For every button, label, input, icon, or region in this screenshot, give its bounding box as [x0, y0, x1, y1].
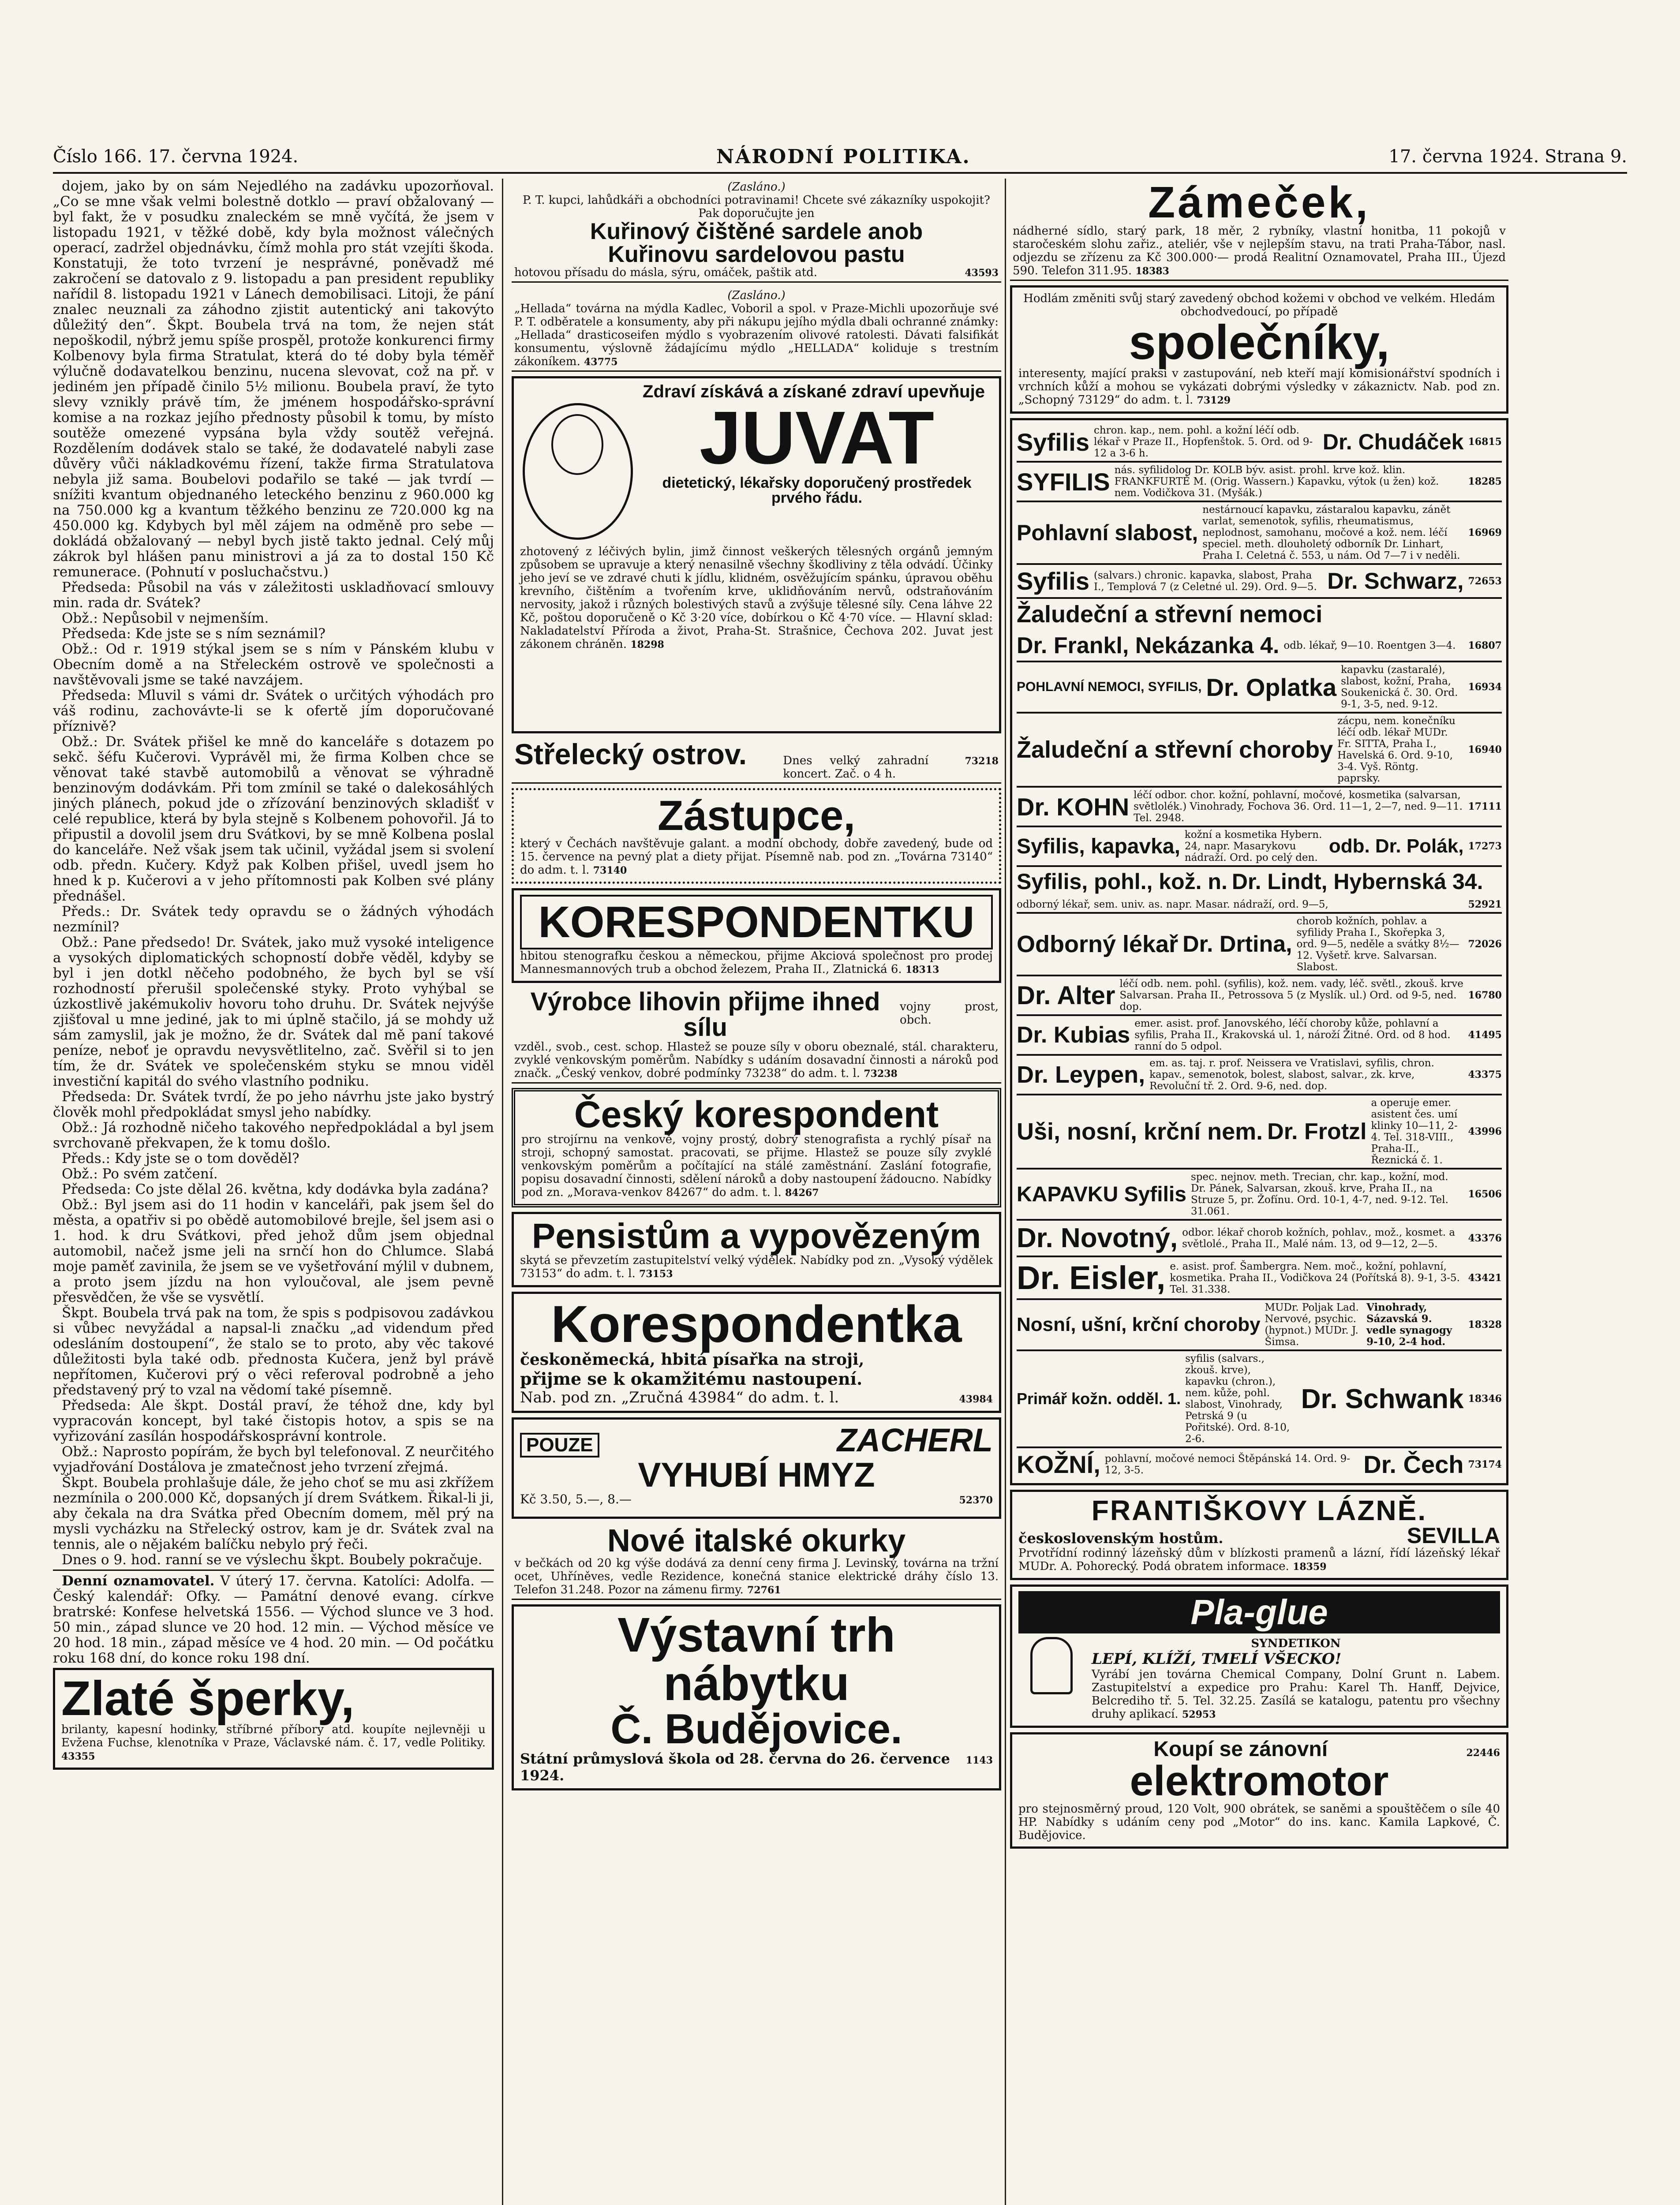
doctor-ad-text: e. asist. prof. Šambergra. Nem. moč., kožní, pohlavní, kosmetika. Praha II., Vodičkova 24 (Pořítská 8). 9-1, 3-5. Tel. 31.338. — [1170, 1260, 1460, 1295]
doctor-ad — [1017, 1257, 1502, 1300]
ad-text: přijme se k okamžitému nastoupení. — [520, 1369, 863, 1389]
paragraph: dojem, jako by on sám Nejedlého na zadávku upozorňoval. „Co se mne však velmi bolestně dotklo — praví obžalovaný — byl fakt, že v posudku znaleckém se mně vyčítá, že jsem v listopadu 1921, v těžké době, kdy byla možnost válečných operací, zadržel objednávku, čímž mohla pro stát vzejíti škoda. Konstatuji, že toto tvrzení je nesprávné, poněvadž mé zakročení se datovalo z 9. listopadu a pan president republiky nařídil 8. listopadu 1921 v Lánech demobilisaci. Litoji, že pání znalec neuznali za záhodno zjistit autentický ani takovýto důležitý den“. Škpt. Boubela trvá na tom, že nejen stát nepoškodil, nýbrž jemu spíše prospěl, protože konkurenci firmy Kolbenovy byla firma Stratulat, která do té doby byla téměř výlučně dodavatelkou benzinu, nucena slevovat, což na př. v jediném jen případě činilo 5½ milionu. Boubela praví, že tyto slevy vznikly právě tím, že jménem hospodářsko-správní komise a na rozkaz jejího přednosty působil k tomu, by místo soutěže omezené vypsána byla vždy soutěž veřejná. Rozdělením dodávek stalo se také, že dodavatelé nabyli zase důvěry vůči nákladkovému řízení, takže firma Stratulatova nebyla již sama. Boubelovi podařilo se také — jak tvrdí — snížiti kvantum objednaného leteckého benzinu z 960.000 kg na 750.000 kg a kvantum těžkého benzinu ze 720.000 kg na 450.000 kg. Kdybych byl měl zájem na odměně pro sebe — dokládá obžalovaný — nebyl bych jistě takto jednal. Celý můj zákrok byl hlášen panu ministrovi a já za to dostal 150 Kč remunerace. (Pohnutí v posluchačstvu.) — [53, 179, 494, 580]
ad-code: 43996 — [1468, 1126, 1502, 1137]
ad-code: 43421 — [1468, 1272, 1502, 1284]
ad-title: Č. Budějovice. — [610, 1705, 902, 1753]
ad-title: JUVAT — [699, 396, 935, 480]
doctor-ad-text: léčí odbor. chor. kožní, pohlavní, močové, kosmetika (salvarsan, světlolék.) Vinohrady, Fochova 36. Ord. 11—1, 2—7, ned. 9—11. Tel. 2948. — [1134, 789, 1463, 824]
doctor-name: Dr. Frotzl — [1267, 1119, 1367, 1144]
doctor-ad-text: syfilis (salvars., zkouš. krve), kapavku (chron.), nem. kůže, pohl. slabost, Vinohrady, Petrská 9 (u Pořitské). Ord. 8-10, 2-6. — [1185, 1353, 1290, 1445]
doctor-ad — [1017, 1351, 1502, 1448]
paragraph: Předseda: Působil na vás v záležitosti uskladňovací smlouvy min. rada dr. Svátek? — [53, 579, 494, 611]
ad-text: který v Čechách navštěvuje galant. a modní obchody, dobře zavedený, bude od 15. července na pevný plat a diety přijat. Písemně nab. pod zn. „Továrna 73140“ do adm. t. l. — [520, 837, 993, 877]
doctor-ad — [1017, 867, 1502, 914]
paragraph: Obž.: Pane předsedo! Dr. Svátek, jako muž vysoké inteligence a vysokých diplomatických schopností dobře věděl, kdyby se byl i jen dotkl něčeho podobného, že bych byl se vší rozhodností přerušil společenské styky. Proto vyhýbal se úzkostlivě jakémukoliv hovoru toho druhu. Dr. Svátek nejvýše zjišťoval u mne jediné, jak to mi úplně stačilo, já se mohdy už sám zamyslil, jak je možno, že dr. Svátek dal mě paní takové peníze, neboť je opravdu nevysvětlitelno, zač. Svěřil si to jen tím, že dr. Svátek ve společenském styku se mnou viděl investiční kapitál do svého vlastního podniku. — [53, 934, 494, 1089]
ad-sub: československým hostům. — [1018, 1530, 1224, 1547]
column-ads-middle — [512, 179, 1001, 2205]
doctor-name: Dr. Oplatka — [1206, 673, 1337, 701]
ad-code: 43593 — [965, 267, 999, 279]
ad-code: 16506 — [1468, 1188, 1502, 1200]
ad-vystavni-trh — [512, 1604, 1001, 1790]
doctor-ad-title: Odborný lékař — [1017, 931, 1179, 957]
ad-headline: Kuřinovu sardelovou pastu — [608, 242, 905, 267]
ad-text: P. T. kupci, lahůdkáři a obchodníci potravinami! Chcete své zákazníky uspokojit? Pak doporučujte jen — [523, 194, 990, 220]
calendar-heading: Denní oznamovatel. — [62, 1573, 215, 1589]
ad-code: 41495 — [1468, 1029, 1502, 1041]
ad-text: hotovou přísadu do másla, sýru, omáček, paštik atd. — [514, 266, 818, 279]
ad-code: 73174 — [1468, 1458, 1502, 1470]
ad-text: nádherné sídlo, starý park, 18 měr, 2 rybníky, vlastní honitba, 11 pokojů v staročeském slohu zařiz., ateliér, vše v nejlepším stavu, na trati Praha-Tábor, nasl. odjezdu se zřízenu za Kč 300.000·— prodá Realitní Oznamovatel, Praha III., Újezd 590. Telefon 311.95. — [1013, 224, 1506, 277]
ad-code: 16940 — [1468, 744, 1502, 755]
doctor-name: Dr. Chudáček — [1322, 430, 1464, 454]
ad-frantiskovy-lazne — [1010, 1490, 1508, 1580]
ad-code: 17111 — [1468, 801, 1502, 812]
ad-code: 16969 — [1468, 527, 1502, 538]
doctor-ad — [1017, 976, 1502, 1016]
doctor-ad-text: zácpu, nem. konečníku léčí odb. lékař MUDr. Fr. SITTA, Praha I., Havelská 6. Ord. 9-10, 3-4. Vyš. Röntg. paprsky. — [1337, 715, 1456, 784]
woman-portrait-icon — [523, 403, 633, 540]
doctor-name: Dr. Čech — [1363, 1450, 1464, 1478]
paragraph: Předseda: Dr. Svátek tvrdí, že po jeho návrhu jste jako bystrý člověk mohl předpokládat smysl jeho nabídky. — [53, 1089, 494, 1120]
doctor-ad-text: emer. asist. prof. Janovského, léčí choroby kůže, pohlavní a syfilis, Praha II., Krakovská ul. 1, nároží Žitné. Ord. od 8 hod. ranní do 5 odpol. — [1134, 1018, 1451, 1052]
ad-title: Český korespondent — [574, 1094, 939, 1135]
ad-korespondentku — [512, 888, 1001, 983]
ad-zamecek — [1010, 179, 1508, 281]
ad-title: Zástupce, — [657, 792, 856, 839]
ad-code: 43984 — [959, 1394, 993, 1405]
doctor-ad-title: Uši, nosní, krční nem. — [1017, 1118, 1263, 1145]
ad-text: pro stejnosměrný proud, 120 Volt, 900 obrátek, se saněmi a spouštěčem o síle 40 HP. Nabídky s udáním ceny pod „Motor“ do ins. kanc. Kamila Lapkové, Č. Budějovice. — [1018, 1802, 1500, 1842]
ad-code: 16815 — [1468, 436, 1502, 448]
ad-code: 16780 — [1468, 990, 1502, 1001]
doctor-ad-title: Primář kožn. odděl. 1. — [1017, 1390, 1181, 1408]
doctor-ad-text: kapavku (zastaralé), slabost, kožní, Praha, Soukenická č. 30. Ord. 9-1, 3-5, ned. 9-12. — [1341, 664, 1458, 710]
ad-title: Střelecký ostrov. — [514, 738, 747, 770]
doctor-ad-text: kožní a kosmetika Hybern. 24, napr. Masarykovu nádraží. Ord. po celý den. — [1184, 829, 1322, 863]
ad-code: 72761 — [747, 1585, 781, 1596]
doctor-ad-text: odbor. lékař chorob kožních, pohlav., mož., kosmet. a světlolé., Praha II., Malé nám. 13, od 9—12, 2—5. — [1182, 1226, 1456, 1250]
ad-code: 18346 — [1468, 1393, 1502, 1405]
ad-text: hbitou stenografku českou a německou, přijme Akciová společnost pro prodej Mannesmannových trub a obchod železem, Praha II., Zlatnická 6. — [520, 949, 993, 976]
ad-code: 1143 — [965, 1755, 993, 1766]
doctor-ad-title: Syfilis — [1017, 428, 1089, 456]
page-header — [53, 141, 1627, 174]
ad-title: Zámeček, — [1148, 179, 1370, 227]
doctor-ad-text: chorob kožních, pohlav. a syfilidy Praha I., Skořepka 3, ord. 9—5, neděle a svátky 8½—12. Vyšetř. krve. Salvarsan. Slabost. — [1296, 916, 1459, 973]
ad-code: 73238 — [864, 1068, 898, 1080]
ad-juvat — [512, 376, 1001, 733]
ad-title: Korespondentka — [551, 1295, 962, 1353]
ad-text: interesenty, mající praksi v zastupování, neb kteří mají komisionářství spodních i vrchních kůží a mohou se vykázati dobrými výsledky v zákaznictv. Nab. pod zn. „Schopný 73129“ do adm. t. l. — [1018, 367, 1500, 407]
ad-code: 73153 — [639, 1268, 673, 1280]
ad-title: Výrobce lihovin přijme ihned sílu — [530, 987, 880, 1042]
ad-code: 22446 — [1466, 1747, 1500, 1759]
doctor-ad-title: Dr. Kubias — [1017, 1022, 1130, 1048]
ad-code: 18383 — [1135, 265, 1169, 277]
doctor-ad-text: a operuje emer. asistent čes. umí klinky 10—11, 2-4. Tel. 318-VIII., Praha-II., Řeznická č. 1. — [1371, 1097, 1458, 1166]
paragraph: Škpt. Boubela prohlašuje dále, že jeho choť se mu asi zkřížem nezmínila o 200.000 Kč, dopsaných jí drem Svátkem. Řikal-li ji, aby čekala na dra Svátka před Obecním domem, měl prý na mysli vycházku na Střelecký ostrov, kam je dr. Svátek zval na tennis, ale o nějakém balíčku nebylo prý řeči. — [53, 1475, 494, 1552]
ad-top: Koupí se zánovní — [1153, 1738, 1328, 1761]
column-ads-right — [1010, 179, 1508, 2205]
column-rule — [1005, 179, 1006, 2205]
ad-hellada — [512, 287, 1001, 372]
paragraph: Předs.: Dr. Svátek tedy opravdu se o žádných výhodách nezmínil? — [53, 904, 494, 935]
ad-pouze: POUZE — [520, 1433, 599, 1458]
doctor-ads-block — [1010, 418, 1508, 1485]
ad-korespondentka — [512, 1292, 1001, 1413]
ad-label: (Zasláno.) — [727, 180, 786, 194]
ad-label: (Zasláno.) — [727, 289, 786, 302]
ad-code: 72026 — [1468, 938, 1502, 950]
ad-code: 73129 — [1197, 395, 1231, 406]
doctor-ad-title: Dr. Alter — [1017, 981, 1115, 1010]
ad-code: 52370 — [959, 1495, 993, 1506]
ad-code: 43375 — [1468, 1069, 1502, 1080]
doctor-ad — [1017, 423, 1502, 463]
ad-text: Nab. pod zn. „Zručná 43984“ do adm. t. l. — [520, 1389, 839, 1406]
doctor-ad-text: em. as. taj. r. prof. Neissera ve Vratislavi, syfilis, chron. kapav., semenotok, bolest, slabost, salvar., zk. krve, Revoluční tř. 2. Ord. 9-6, ned. dop. — [1149, 1058, 1434, 1092]
calendar-text: V úterý 17. června. Katolíci: Adolfa. — Český kalendář: Ofky. — Památní denové evang. církve bratrské: Konfese helvetská 1556. — Východ slunce ve 3 hod. 50 min., západ slunce ve 20 hod. 12 min. — Východ měsíce ve 20 hod. 18 min., západ měsíce ve 4 hod. 20 min. — Od počátku roku 168 dní, do konce roku 198 dní. — [53, 1573, 494, 1666]
ad-brand: ZACHERL — [837, 1422, 993, 1458]
ad-price: Kč 3.50, 5.—, 8.— — [520, 1492, 632, 1506]
ad-text: pro strojírnu na venkově, vojny prostý, dobrý stenografista a rychlý písař na stroji, schopný samostat. pracovati, se přijme. Hlastež se pouze síly zvyklé venkovským poměrům a počítající na stálé zaměstnání. Zaslání fotografie, popisu dosavadní činnosti, sdělení nároků a doby nastoupení žádoucno. Nabídky pod zn. „Morava-venkov 84267“ do adm. t. l. — [521, 1133, 992, 1199]
paragraph: Předseda: Mluvil s vámi dr. Svátek o určitých výhodách pro váš rodinu, zachovávte-li se k ofertě jím doporučované příznivě? — [53, 688, 494, 734]
doctor-ad-title: Nosní, ušní, krční choroby — [1017, 1314, 1261, 1335]
doctor-ad-text: chron. kap., nem. pohl. a kožní léčí odb. lékař v Praze II., Hopfenštok. 5. Ord. od 9-12 a 3-6 h. — [1093, 425, 1313, 459]
issue-info: Číslo 166. 17. června 1924. — [53, 146, 299, 167]
ad-pla-glue — [1010, 1585, 1508, 1728]
doctor-ad — [1017, 599, 1502, 662]
paragraph: Obž.: Od r. 1919 stýkal jsem se s ním v Pánském klubu v Obecním domě a na Střeleckém ostrově ve společnosti a navštěvovali jsme se také navzájem. — [53, 641, 494, 688]
doctor-ad-title: SYFILIS — [1017, 467, 1110, 496]
ad-title: Zlaté šperky, — [61, 1671, 355, 1726]
ad-text: zhotovený z léčivých bylin, jimž činnost veškerých tělesných orgánů jemným způsobem se upravuje a který nenasilně všechny škodliviny z těla odvádí. Účinky jeho jeví se ve zdravé chuti k jídlu, klidném, osvěžujícím spánku, úpravou oběhu krevního, čištěním a tvořením krve, uklidňováním nervů, odstraňováním nervosity, jakož i různých bolestivých stavů a zvýšuje tělesné síly. Cena láhve 22 Kč, poštou doporučeně o Kč 3·20 více, dobírkou o Kč 4·70 více. — Hlavní sklad: Nakladatelství Příroda a život, Praha-St. Strašnice, Čechova 202. Juvat jest zákonem chráněn. — [520, 545, 993, 651]
doctor-ad-title: Syfilis — [1017, 567, 1089, 595]
column-rule — [502, 179, 503, 2205]
paragraph: Předseda: Co jste dělal 26. května, kdy dodávka byla zadána? — [62, 1181, 489, 1197]
doctor-ad-text: léčí odb. nem. pohl. (syfilis), kož. nem. vady, léč. světl., zkouš. krve Salvarsan. Praha II., Petrossova 5 (z Myslík. ul.) Ord. od 9-5, ned. dop. — [1119, 978, 1463, 1013]
ad-zlate-sperky — [53, 1668, 494, 1770]
doctor-ad-text: (salvars.) chronic. kapavka, slabost, Praha I., Templová 7 (z Celetné ul. 29). Ord. 9—5. — [1093, 569, 1317, 593]
doctor-ad-title: Pohlavní slabost, — [1017, 520, 1198, 545]
ad-code: 84267 — [785, 1187, 819, 1199]
doctor-ad-title: Dr. KOHN — [1017, 792, 1130, 821]
page-info: 17. června 1924. Strana 9. — [1388, 146, 1627, 167]
doctor-ad-title: KOŽNÍ, — [1017, 1450, 1100, 1478]
ad-code: 16934 — [1468, 681, 1502, 693]
ad-title: elektromotor — [1130, 1757, 1389, 1805]
ad-code: 52953 — [1182, 1709, 1216, 1720]
paragraph: Obž.: Naprosto popírám, že bych byl telefonoval. Z neurčitého vyjadřování Dostálova je zmatečnost jeho tvrzení zřejmá. — [53, 1444, 494, 1475]
ad-text: Vyrábí jen továrna Chemical Company, Dolní Grunt n. Labem. Zastupitelství a expedice pro Prahu: Karel Th. Hanff, Dejvice, Belcrediho tř. 5. Tel. 32.25. Zasílá se katalogu, patentu pro všechny druhy aplikací. — [1092, 1668, 1500, 1721]
doctor-ad-text: pohlavní, močové nemoci Štěpánská 14. Ord. 9-12, 3-5. — [1104, 1453, 1351, 1476]
doctor-ad-text: nestárnoucí kapavku, zástaralou kapavku, zánět varlat, semenotok, syfilis, rheumatismus, neplodnost, samohanu, močové a kož. nem. léčí speciel. meth. dlouholetý odborník Dr. Linhart, Praha I. Celetná č. 553, u nám. Od 7—7 i v neděli. — [1202, 504, 1460, 561]
ad-zacherl — [512, 1417, 1001, 1519]
doctor-name: Dr. Schwank — [1301, 1383, 1464, 1414]
ad-title: KORESPONDENTKU — [520, 895, 993, 949]
ad-slogan: LEPÍ, KLÍŽÍ, TMELÍ VŠECKO! — [1092, 1650, 1342, 1668]
ad-text: Dnes velký zahradní koncert. Zač. o 4 h. — [783, 754, 929, 781]
doctor-ad — [1017, 662, 1502, 714]
doctor-name: odb. Dr. Polák, — [1328, 835, 1464, 857]
ad-code: 17273 — [1468, 841, 1502, 852]
doctor-name: Dr. Frankl, Nekázanka 4. — [1017, 633, 1280, 658]
ad-zastupce — [512, 788, 1001, 884]
ad-code: 43376 — [1468, 1232, 1502, 1244]
ad-pensistum — [512, 1212, 1001, 1287]
ad-title: nábytku — [663, 1656, 849, 1711]
doctor-ad-title: Dr. Leypen, — [1017, 1061, 1145, 1088]
ad-sub: SYNDETIKON — [1251, 1637, 1341, 1650]
ad-code: 18313 — [905, 964, 939, 975]
doctor-ad — [1017, 1221, 1502, 1257]
glue-pot-icon — [1030, 1637, 1073, 1694]
doctor-ad — [1017, 1095, 1502, 1170]
doctor-ad-text: odb. lékař, 9—10. Roentgen 3—4. — [1283, 640, 1456, 651]
ad-okurky — [512, 1523, 1001, 1600]
doctor-ad — [1017, 463, 1502, 502]
doctor-name: Dr. Lindt, Hybernská 34. — [1231, 869, 1483, 894]
masthead: NÁRODNÍ POLITIKA. — [716, 145, 971, 168]
ad-code: 72653 — [1468, 575, 1502, 587]
doctor-address: Vinohrady, Sázavská 9. vedle synagogy 9-10, 2-4 hod. — [1366, 1301, 1452, 1348]
doctor-ad — [1017, 914, 1502, 976]
doctor-ad-title: POHLAVNÍ NEMOCI, SYFILIS, — [1017, 680, 1202, 694]
ad-vyrobce — [512, 987, 1001, 1084]
paragraph: Obž.: Dr. Svátek přišel ke mně do kanceláře s dotazem po sekč. šéfu Kučerovi. Vyprávěl mi, že firma Kolben chce se věnovat také stavbě automobilů a věnovat se výhradně benzinovým dodávkám. Při tom zmínil se také o dalekosáhlých jiných plánech, pokud jde o zřízování benzinových skladišť v celé republice, která by byla stejně s Kolbenem pohovořil. Já to připustil a dovolil jsem dru Svátkovi, by se mně Kolbena poslal do kanceláře. Než však jsem tak učinil, vyžádal jsem si svolení odb. předn. Kučery. Když pak Kolben přišel, uvedl jsem ho hned k p. Kučerovi a v jeho přítomnosti pak Kolben své plány přednášel. — [53, 734, 494, 904]
paragraph: Dnes o 9. hod. ranní se ve výslechu škpt. Boubely pokračuje. — [62, 1552, 483, 1568]
ad-title: Výstavní trh — [617, 1608, 895, 1662]
ad-title: Nové italské okurky — [607, 1523, 906, 1558]
ad-text: „Hellada“ továrna na mýdla Kadlec, Voboril a spol. v Praze-Michli upozorňuje své P. T. odběratele a konsumenty, aby při nákupu jejího mýdla dbali ochranné známky: „Hellada“ drasticoseifen mýdlo s vyobrazením olivové ratolesti. Dávati falsifikát konsumentu, výslovně žádajícímu mýdlo „HELLADA“ koliduje s trestním zákoníkem. — [514, 302, 999, 368]
ad-code: 18298 — [630, 639, 664, 650]
ad-text: českoněmecká, hbitá písařka na stroji, — [520, 1350, 864, 1369]
ad-text: Státní průmyslová škola od 28. června do 26. července 1924. — [520, 1750, 950, 1784]
doctor-name: Dr. Schwarz, — [1327, 568, 1464, 594]
ad-code: 43355 — [61, 1751, 95, 1762]
doctor-ad — [1017, 1300, 1502, 1351]
doctor-ad — [1017, 1448, 1502, 1480]
ad-title: Pensistům a vypovězeným — [531, 1216, 981, 1256]
paragraph: Obž.: Byl jsem asi do 11 hodin v kanceláři, pak jsem šel do města, a opatřiv si po obědě automobilové brejle, šel jsem asi o 1. hod. k dru Svátkovi, před jehož dům jsem objednal automobil, načež jsme jeli na srnčí hon do Chlumce. Slabá moje paměť zavinila, že jsem se ve vyšetřování mýlil v dubnem, a proto jsem jízdu na hon vyloučoval, ale jsem pevně přesvědčen, že vše se vysvětlí. — [53, 1197, 494, 1305]
doctor-ad-title: Syfilis, kapavka, — [1017, 834, 1180, 858]
ad-spolecniky — [1010, 285, 1508, 414]
ad-text: skytá se převzetím zastupitelství velký výdělek. Nabídky pod zn. „Vysoký výdělek 73153“ do adm. t. l. — [520, 1254, 993, 1280]
ad-text: brilanty, kapesní hodinky, stříbrné příbory atd. koupíte nejlevněji u Evžena Fuchse, klenotníka v Praze, Václavské nám. č. 17, vedle Politiky. — [61, 1723, 486, 1749]
ad-code: 73140 — [593, 865, 627, 876]
ad-sardele — [512, 179, 1001, 283]
ad-code: 18328 — [1468, 1319, 1502, 1330]
doctor-ad-title: Žaludeční a střevní choroby — [1017, 736, 1333, 763]
doctor-ad-title: Dr. Eisler, — [1017, 1259, 1166, 1296]
article-body — [53, 179, 494, 1568]
ad-title: FRANTIŠKOVY LÁZNĚ. — [1091, 1495, 1427, 1526]
paragraph: Obž.: Nepůsobil v nejmenším. — [62, 610, 269, 626]
doctor-ad — [1017, 565, 1502, 599]
doctor-name: Dr. Drtina, — [1182, 931, 1292, 957]
doctor-ad-text: spec. nejnov. meth. Trecian, chr. kap., kožní, mod. Dr. Pánek, Salvarsan, zkouš. krve, Praha II., na Struze 5, pr. Žofínu. Ord. 10-1, 4-7, ned. 9-12. Tel. 31.061. — [1190, 1171, 1448, 1217]
doctor-ad-text: nás. syfilidolog Dr. KOLB býv. asist. prohl. krve kož. klin. FRANKFURTĚ M. (Orig. Wassern.) Kapavku, výtok (u žen) kož. nem. Vodičkova 31. (Myšák.) — [1114, 464, 1439, 499]
ad-strelecky — [512, 738, 1001, 784]
ad-text: Hodlám změniti svůj starý zavedený obchod kožemi v obchod ve velkém. Hledám obchodvedoucí, po případě — [1023, 292, 1495, 318]
doctor-ad-title: Dr. Novotný, — [1017, 1223, 1178, 1253]
ad-text: Prvotřídní rodinný lázeňský dům v blízkosti pramenů a lázní, řídí lázeňský lékař MUDr. A. Pohorecký. Podá obratem informace. — [1018, 1547, 1500, 1573]
paragraph: Předseda: Kde jste se s ním seznámil? — [62, 626, 326, 642]
ad-code: 73218 — [965, 755, 999, 767]
paragraph: Obž.: Já rozhodně ničeho takového nepředpokládal a byl jsem svrchovaně překvapen, že k tomu došlo. — [53, 1120, 494, 1151]
ad-name: SEVILLA — [1407, 1523, 1500, 1548]
doctor-ad-title: Žaludeční a střevní nemoci — [1017, 601, 1323, 628]
paragraph: Škpt. Boubela trvá pak na tom, že spis s podpisovou zadávkou si vůbec nevyžádal a napsal-li značku „ad videndum před odesláním dostoupení“, že stalo se to proto, aby věc takové důležitosti byla také odb. přednosta Kučera, jenž byl právě nepřítomen, Kučerovi prý o věci referoval podrobně a jeho představený prý to vzal na vědomí také písemně. — [53, 1305, 494, 1398]
doctor-ad — [1017, 788, 1502, 827]
ad-brand: Pla-glue — [1018, 1591, 1500, 1633]
ad-text: vzděl., svob., cest. schop. Hlastež se pouze síly v oboru obeznalé, stál. charakteru, zvyklé venkovským poměrům. Nabídky s udáním dosavadní činnosti a nároků pod značk. „Český venkov, dobré podmínky 73238“ do adm. t. l. — [514, 1040, 999, 1080]
ad-code: 18285 — [1468, 476, 1502, 487]
ad-text: v bečkách od 20 kg výše dodává za denní ceny firma J. Levinský, továrna na tržní ocet, Uhříněves, vedle Rezidence, konečná stanice elektrické dráhy číslo 13. Telefon 31.248. Pozor na zámenu firmy. — [514, 1557, 999, 1596]
doctor-ad — [1017, 502, 1502, 565]
ad-cesky-korespondent — [512, 1088, 1001, 1207]
ad-code: 43775 — [584, 356, 618, 368]
ad-slogan: VYHUBÍ HMYZ — [638, 1455, 875, 1494]
paragraph: Předseda: Ale škpt. Dostál praví, že téhož dne, kdy byl vypracován koncept, byl také čistopis hotov, a spis se na vyřizování zasílán hospodářskosprávní kontrole. — [53, 1398, 494, 1444]
ad-code: 52921 — [1468, 899, 1502, 910]
doctor-ad-text: odborný lékař, sem. univ. as. napr. Masar. nádraží, ord. 9—5, — [1017, 899, 1328, 910]
doctor-ad-text: MUDr. Poljak Lad. Nervové, psychic. (hypnot.) MUDr. J. Šimsa. — [1265, 1302, 1359, 1348]
paragraph: Předs.: Kdy jste se o tom dověděl? — [62, 1151, 299, 1166]
doctor-ad — [1017, 827, 1502, 867]
calendar-notice — [53, 1570, 494, 1666]
ad-title: společníky, — [1129, 315, 1390, 370]
paragraph: Obž.: Po svém zatčení. — [62, 1166, 218, 1182]
doctor-ad-title: KAPAVKU Syfilis — [1017, 1182, 1186, 1206]
doctor-ad-title: Syfilis, pohl., kož. n. — [1017, 869, 1227, 894]
ad-headline: Kuřinový čištěné sardele anob — [590, 219, 923, 244]
ad-top: Zdraví získává a získané zdraví upevňuje — [643, 382, 985, 401]
ad-code: 16807 — [1468, 640, 1502, 651]
ad-sub: dietetický, lékařsky doporučený prostředek prvého řádu. — [662, 475, 972, 506]
ad-elektromotor — [1010, 1732, 1508, 1849]
ad-code: 18359 — [1293, 1561, 1327, 1573]
ad-title-small: vojny prost, obch. — [900, 1000, 999, 1027]
doctor-ad — [1017, 1016, 1502, 1056]
doctor-ad — [1017, 714, 1502, 788]
doctor-ad — [1017, 1056, 1502, 1095]
column-article — [53, 179, 494, 2205]
doctor-ad — [1017, 1170, 1502, 1221]
